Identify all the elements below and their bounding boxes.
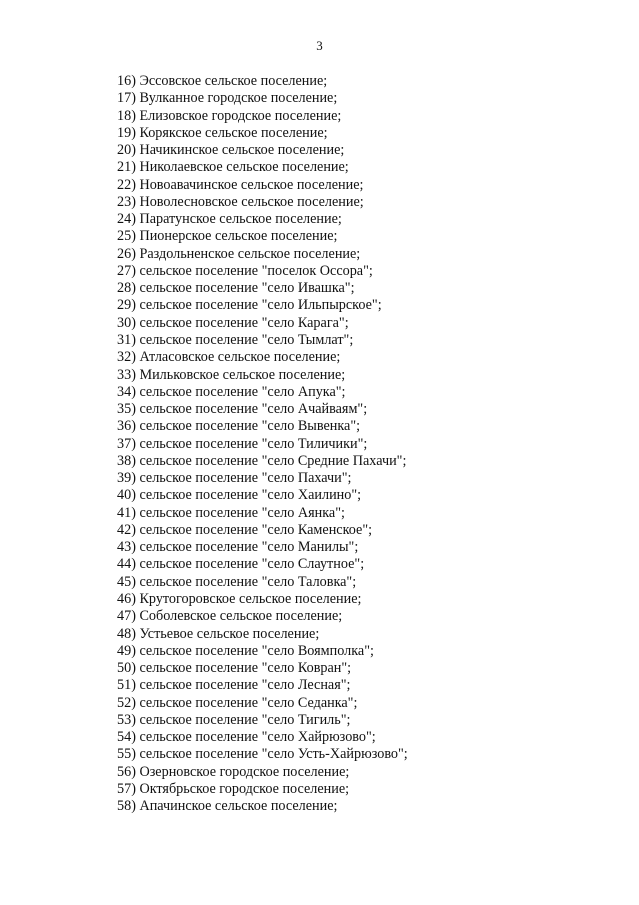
- list-item: 23) Новолесновское сельское поселение;: [117, 193, 364, 210]
- list-item: 21) Николаевское сельское поселение;: [117, 159, 349, 176]
- list-item: 42) сельское поселение "село Каменское";: [117, 521, 373, 538]
- list-item: 43) сельское поселение "село Манилы";: [117, 539, 359, 556]
- list-item: 33) Мильковское сельское поселение;: [117, 366, 346, 383]
- list-item: 20) Начикинское сельское поселение;: [117, 142, 345, 159]
- list-item: 22) Новоавачинское сельское поселение;: [117, 176, 364, 193]
- list-item: 24) Паратунское сельское поселение;: [117, 211, 342, 228]
- list-item: 34) сельское поселение "село Апука";: [117, 383, 346, 400]
- list-item: 41) сельское поселение "село Аянка";: [117, 504, 345, 521]
- list-item: 51) сельское поселение "село Лесная";: [117, 677, 351, 694]
- list-item: 26) Раздольненское сельское поселение;: [117, 245, 361, 262]
- list-item: 28) сельское поселение "село Ивашка";: [117, 280, 355, 297]
- list-item: 57) Октябрьское городское поселение;: [117, 780, 350, 797]
- list-item: 38) сельское поселение "село Средние Пахачи";: [117, 452, 407, 469]
- list-item: 19) Корякское сельское поселение;: [117, 124, 328, 141]
- list-item: 35) сельское поселение "село Ачайваям";: [117, 401, 368, 418]
- list-item: 32) Атласовское сельское поселение;: [117, 349, 341, 366]
- list-item: 52) сельское поселение "село Седанка";: [117, 694, 358, 711]
- list-item: 29) сельское поселение "село Ильпырское";: [117, 297, 382, 314]
- list-item: 40) сельское поселение "село Хаилино";: [117, 487, 362, 504]
- list-item: 39) сельское поселение "село Пахачи";: [117, 470, 352, 487]
- list-item: 49) сельское поселение "село Воямполка";: [117, 642, 374, 659]
- list-item: 36) сельское поселение "село Вывенка";: [117, 418, 361, 435]
- list-item: 37) сельское поселение "село Тиличики";: [117, 435, 368, 452]
- list-item: 50) сельское поселение "село Ковран";: [117, 660, 352, 677]
- list-item: 53) сельское поселение "село Тигиль";: [117, 711, 351, 728]
- list-item: 17) Вулканное городское поселение;: [117, 90, 338, 107]
- list-item: 45) сельское поселение "село Таловка";: [117, 573, 357, 590]
- list-item: 44) сельское поселение "село Слаутное";: [117, 556, 365, 573]
- list-item: 46) Крутогоровское сельское поселение;: [117, 590, 362, 607]
- list-item: 25) Пионерское сельское поселение;: [117, 228, 338, 245]
- settlement-list: [117, 73, 617, 815]
- page-number: 3: [316, 38, 323, 53]
- list-item: 47) Соболевское сельское поселение;: [117, 608, 343, 625]
- list-item: 56) Озерновское городское поселение;: [117, 763, 350, 780]
- list-item: 16) Эссовское сельское поселение;: [117, 73, 328, 89]
- list-item: 30) сельское поселение "село Карага";: [117, 314, 349, 331]
- list-item: 54) сельское поселение "село Хайрюзово";: [117, 729, 376, 746]
- list-item: 31) сельское поселение "село Тымлат";: [117, 331, 354, 348]
- list-item: 58) Апачинское сельское поселение;: [117, 798, 338, 815]
- list-item: 48) Устьевое сельское поселение;: [117, 625, 320, 642]
- list-item: 18) Елизовское городское поселение;: [117, 107, 342, 124]
- list-item: 27) сельское поселение "поселок Оссора";: [117, 262, 373, 279]
- list-item: 55) сельское поселение "село Усть-Хайрюзово";: [117, 746, 408, 763]
